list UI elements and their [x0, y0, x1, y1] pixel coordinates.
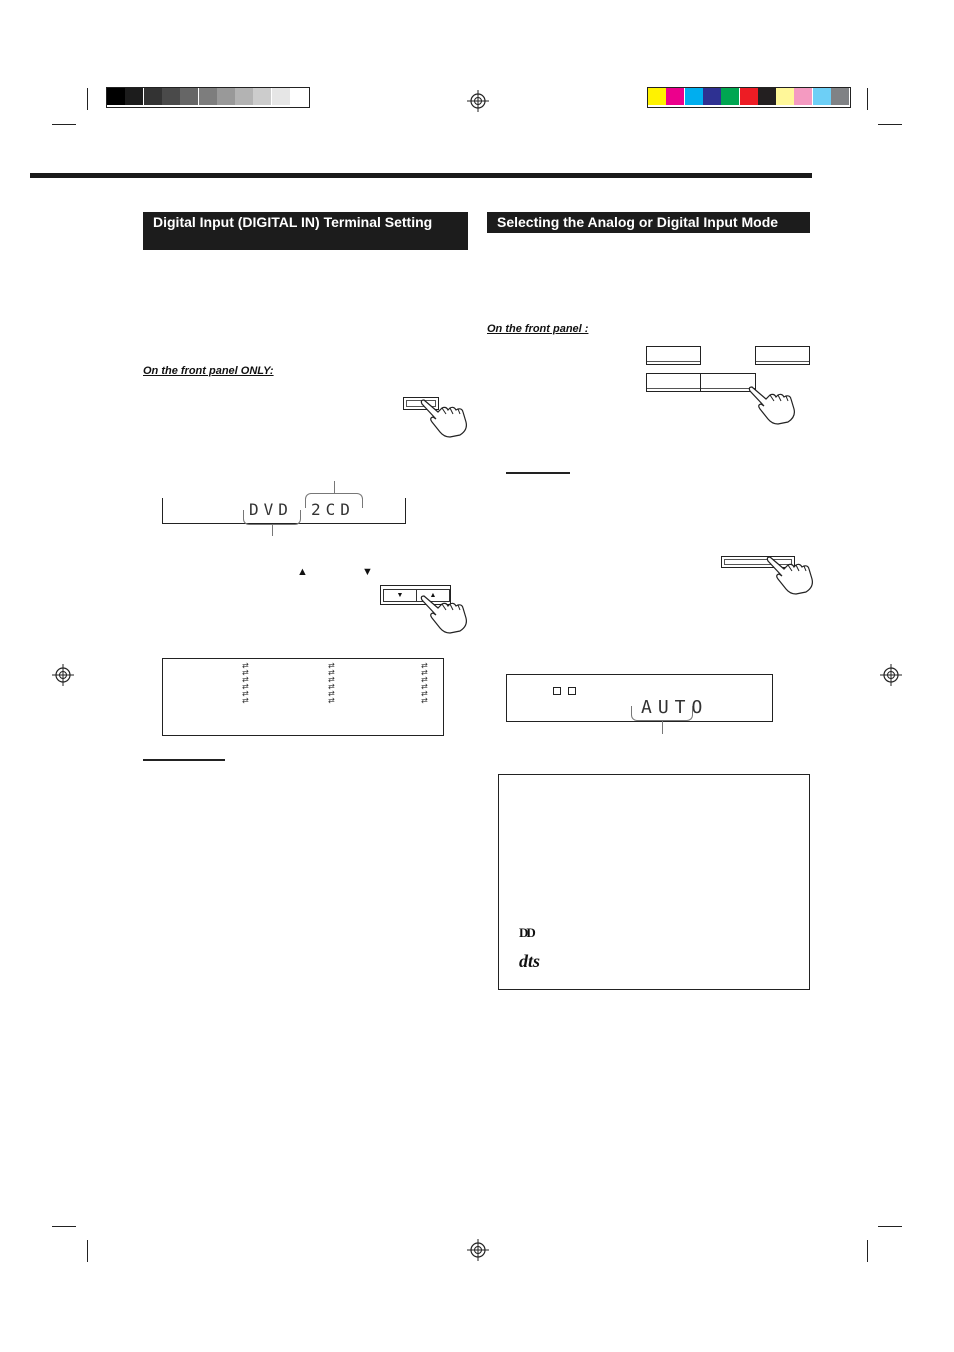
color-swatch [107, 88, 125, 105]
color-swatch [648, 88, 666, 105]
color-swatch [831, 88, 849, 105]
up-triangle-icon: ▲ [297, 566, 308, 578]
callout-line [662, 720, 663, 734]
color-swatch [253, 88, 271, 105]
front-panel-label: On the front panel : [487, 323, 589, 335]
color-swatch [666, 88, 684, 105]
color-swatch [144, 88, 162, 105]
down-button[interactable]: ▼ [383, 589, 417, 602]
section-title-analog-digital: Selecting the Analog or Digital Input Mode [487, 212, 810, 233]
cycle-arrows-icon: ⇄ ⇄ ⇄ ⇄ ⇄ ⇄ [242, 661, 249, 705]
indicator-square-icon [568, 687, 576, 695]
callout-bracket [243, 510, 301, 525]
color-swatch [180, 88, 198, 105]
callout-bracket [631, 706, 693, 721]
color-swatch [290, 88, 308, 105]
cycle-arrows-icon: ⇄ ⇄ ⇄ ⇄ ⇄ ⇄ [421, 661, 428, 705]
section-title-digital-input: Digital Input (DIGITAL IN) Terminal Setting [143, 212, 468, 250]
callout-line [272, 524, 273, 536]
registration-target-icon [467, 90, 489, 112]
color-swatch [703, 88, 721, 105]
crop-mark [87, 1240, 88, 1262]
panel-button[interactable] [646, 373, 701, 392]
display-text-auto: AUTO [641, 697, 709, 718]
color-swatch [272, 88, 290, 105]
registration-target-icon [52, 664, 74, 686]
crop-mark [87, 88, 88, 110]
color-swatch [217, 88, 235, 105]
indicator-square-icon [553, 687, 561, 695]
color-swatch [776, 88, 794, 105]
color-swatch [740, 88, 758, 105]
panel-button[interactable] [646, 346, 701, 365]
down-triangle-icon: ▼ [362, 566, 373, 578]
callout-line [334, 481, 335, 493]
color-swatch [813, 88, 831, 105]
crop-mark [867, 1240, 868, 1262]
color-swatch [794, 88, 812, 105]
registration-target-icon [467, 1239, 489, 1261]
display-text-right: 2CD [311, 500, 355, 519]
callout-bracket [305, 493, 363, 508]
panel-button[interactable] [755, 346, 810, 365]
header-rule [30, 173, 812, 178]
note-rule [143, 759, 225, 761]
crop-mark [867, 88, 868, 110]
registration-target-icon [880, 664, 902, 686]
info-box [498, 774, 810, 990]
front-panel-only-label: On the front panel ONLY: [143, 365, 274, 377]
color-swatch [125, 88, 143, 105]
dts-logo: dts [519, 951, 541, 971]
crop-mark [52, 1226, 76, 1227]
color-swatch [235, 88, 253, 105]
cycle-table [162, 658, 444, 736]
color-swatch [721, 88, 739, 105]
color-swatch [685, 88, 703, 105]
color-swatch [758, 88, 776, 105]
pointing-hand-icon [766, 555, 816, 595]
pointing-hand-icon [748, 385, 798, 425]
color-swatch [199, 88, 217, 105]
cycle-arrows-icon: ⇄ ⇄ ⇄ ⇄ ⇄ ⇄ [328, 661, 335, 705]
up-button[interactable]: ▲ [416, 589, 450, 602]
pointing-hand-icon [420, 398, 470, 438]
color-swatch [162, 88, 180, 105]
crop-mark [52, 124, 76, 125]
note-rule [506, 472, 570, 474]
crop-mark [878, 124, 902, 125]
display-text-left: DVD [249, 500, 293, 519]
dolby-digital-logo: DD [519, 925, 534, 940]
crop-mark [878, 1226, 902, 1227]
pointing-hand-icon [420, 594, 470, 634]
